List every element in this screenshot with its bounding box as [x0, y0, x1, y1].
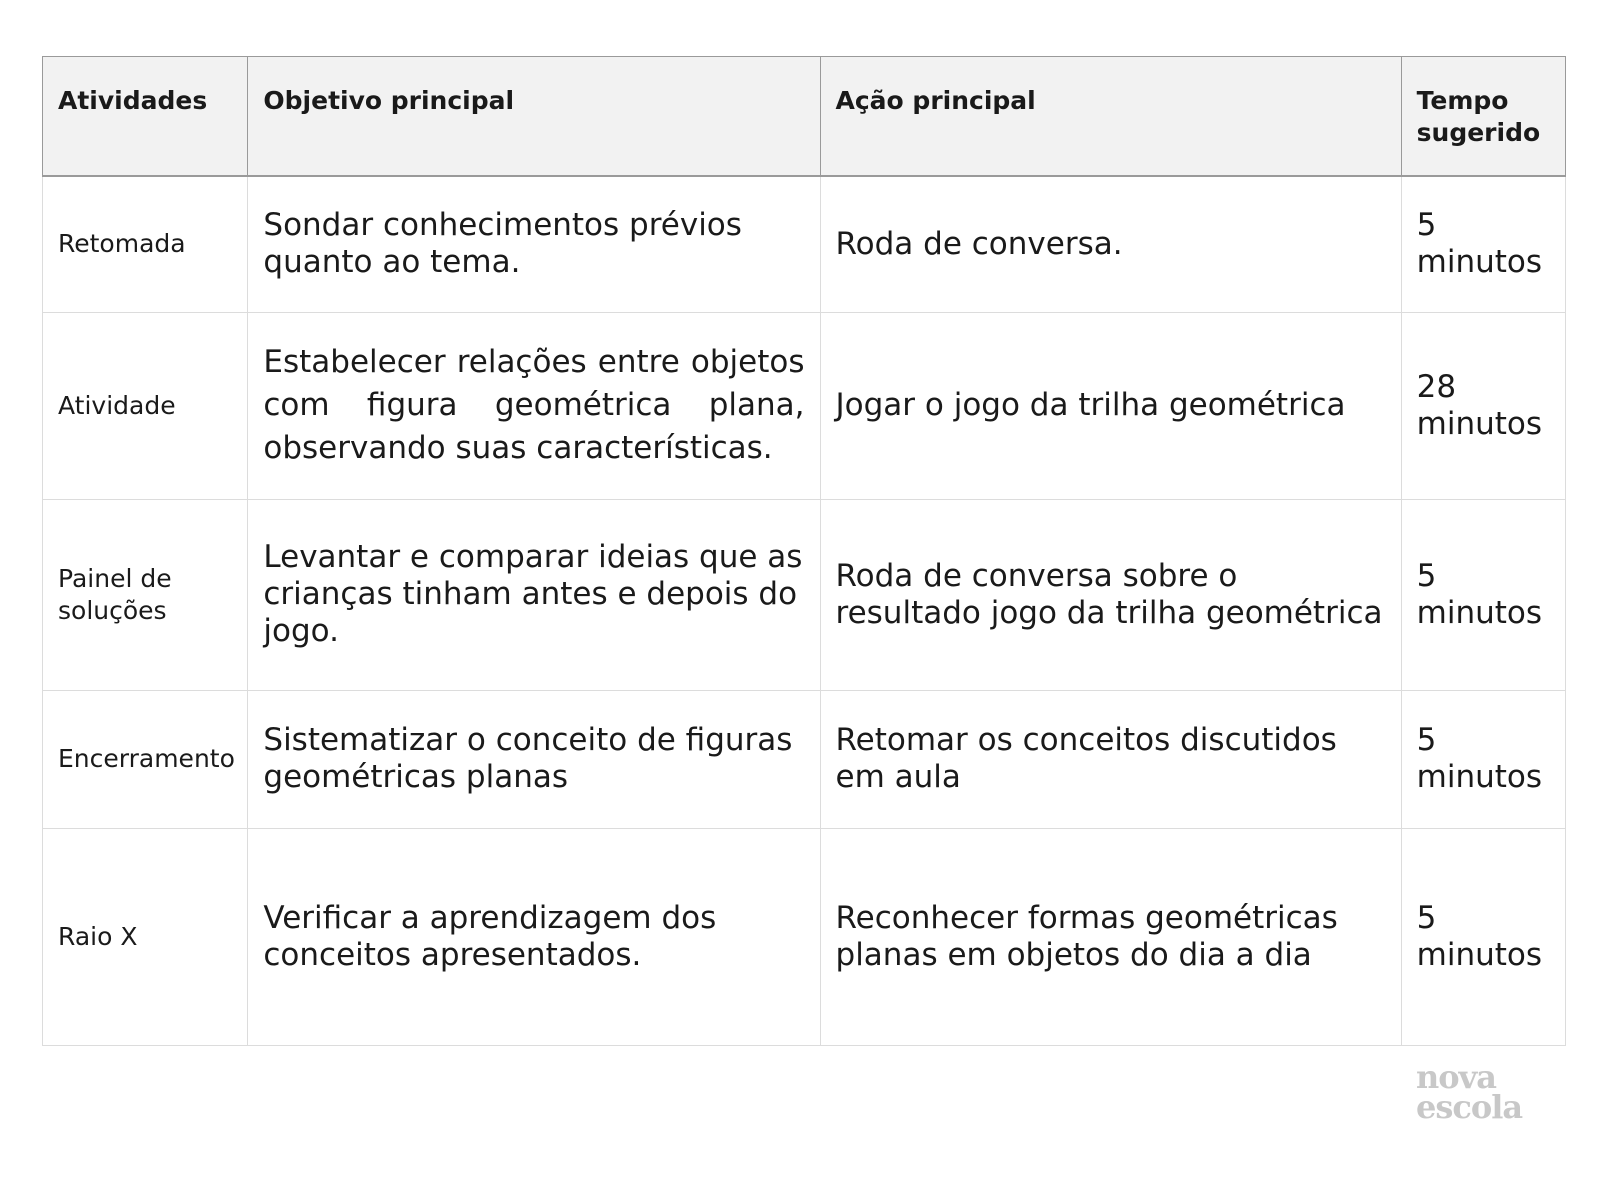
- table-row: [43, 312, 1566, 499]
- cell-tempo: 5 minutos: [1401, 828, 1565, 1045]
- header-objetivo-principal: Objetivo principal: [248, 57, 820, 177]
- cell-atividade: Raio X: [43, 828, 248, 1045]
- cell-atividade: Atividade: [43, 312, 248, 499]
- table-row: [43, 499, 1566, 690]
- header-acao-principal: Ação principal: [820, 57, 1401, 177]
- logo-line-1: nova: [1416, 1058, 1496, 1096]
- lesson-plan-table: [42, 56, 1566, 1046]
- header-atividades: Atividades: [43, 57, 248, 177]
- nova-escola-logo: [1416, 1058, 1523, 1126]
- cell-objetivo: Sondar conhecimentos prévios quanto ao tema.: [248, 176, 820, 312]
- cell-objetivo: Levantar e comparar ideias que as crianças tinham antes e depois do jogo.: [248, 499, 820, 690]
- cell-acao: Roda de conversa.: [820, 176, 1401, 312]
- table-row: [43, 828, 1566, 1045]
- cell-atividade: Encerramento: [43, 690, 248, 828]
- cell-objetivo: Verificar a aprendizagem dos conceitos apresentados.: [248, 828, 820, 1045]
- cell-tempo: 28 minutos: [1401, 312, 1565, 499]
- header-tempo-sugerido: Tempo sugerido: [1401, 57, 1565, 177]
- cell-acao: Reconhecer formas geométricas planas em objetos do dia a dia: [820, 828, 1401, 1045]
- cell-atividade: Painel de soluções: [43, 499, 248, 690]
- cell-tempo: 5 minutos: [1401, 176, 1565, 312]
- cell-objetivo: Estabelecer relações entre objetos com figura geométrica plana, observando suas características.: [248, 312, 820, 499]
- cell-tempo: 5 minutos: [1401, 499, 1565, 690]
- cell-atividade: Retomada: [43, 176, 248, 312]
- cell-acao: Roda de conversa sobre o resultado jogo da trilha geométrica: [820, 499, 1401, 690]
- table-header: [43, 57, 1566, 177]
- cell-tempo: 5 minutos: [1401, 690, 1565, 828]
- table-row: [43, 690, 1566, 828]
- cell-objetivo: Sistematizar o conceito de figuras geométricas planas: [248, 690, 820, 828]
- cell-acao: Retomar os conceitos discutidos em aula: [820, 690, 1401, 828]
- table-body: [43, 176, 1566, 1045]
- logo-line-2: escola: [1416, 1088, 1523, 1126]
- table-row: [43, 176, 1566, 312]
- cell-acao: Jogar o jogo da trilha geométrica: [820, 312, 1401, 499]
